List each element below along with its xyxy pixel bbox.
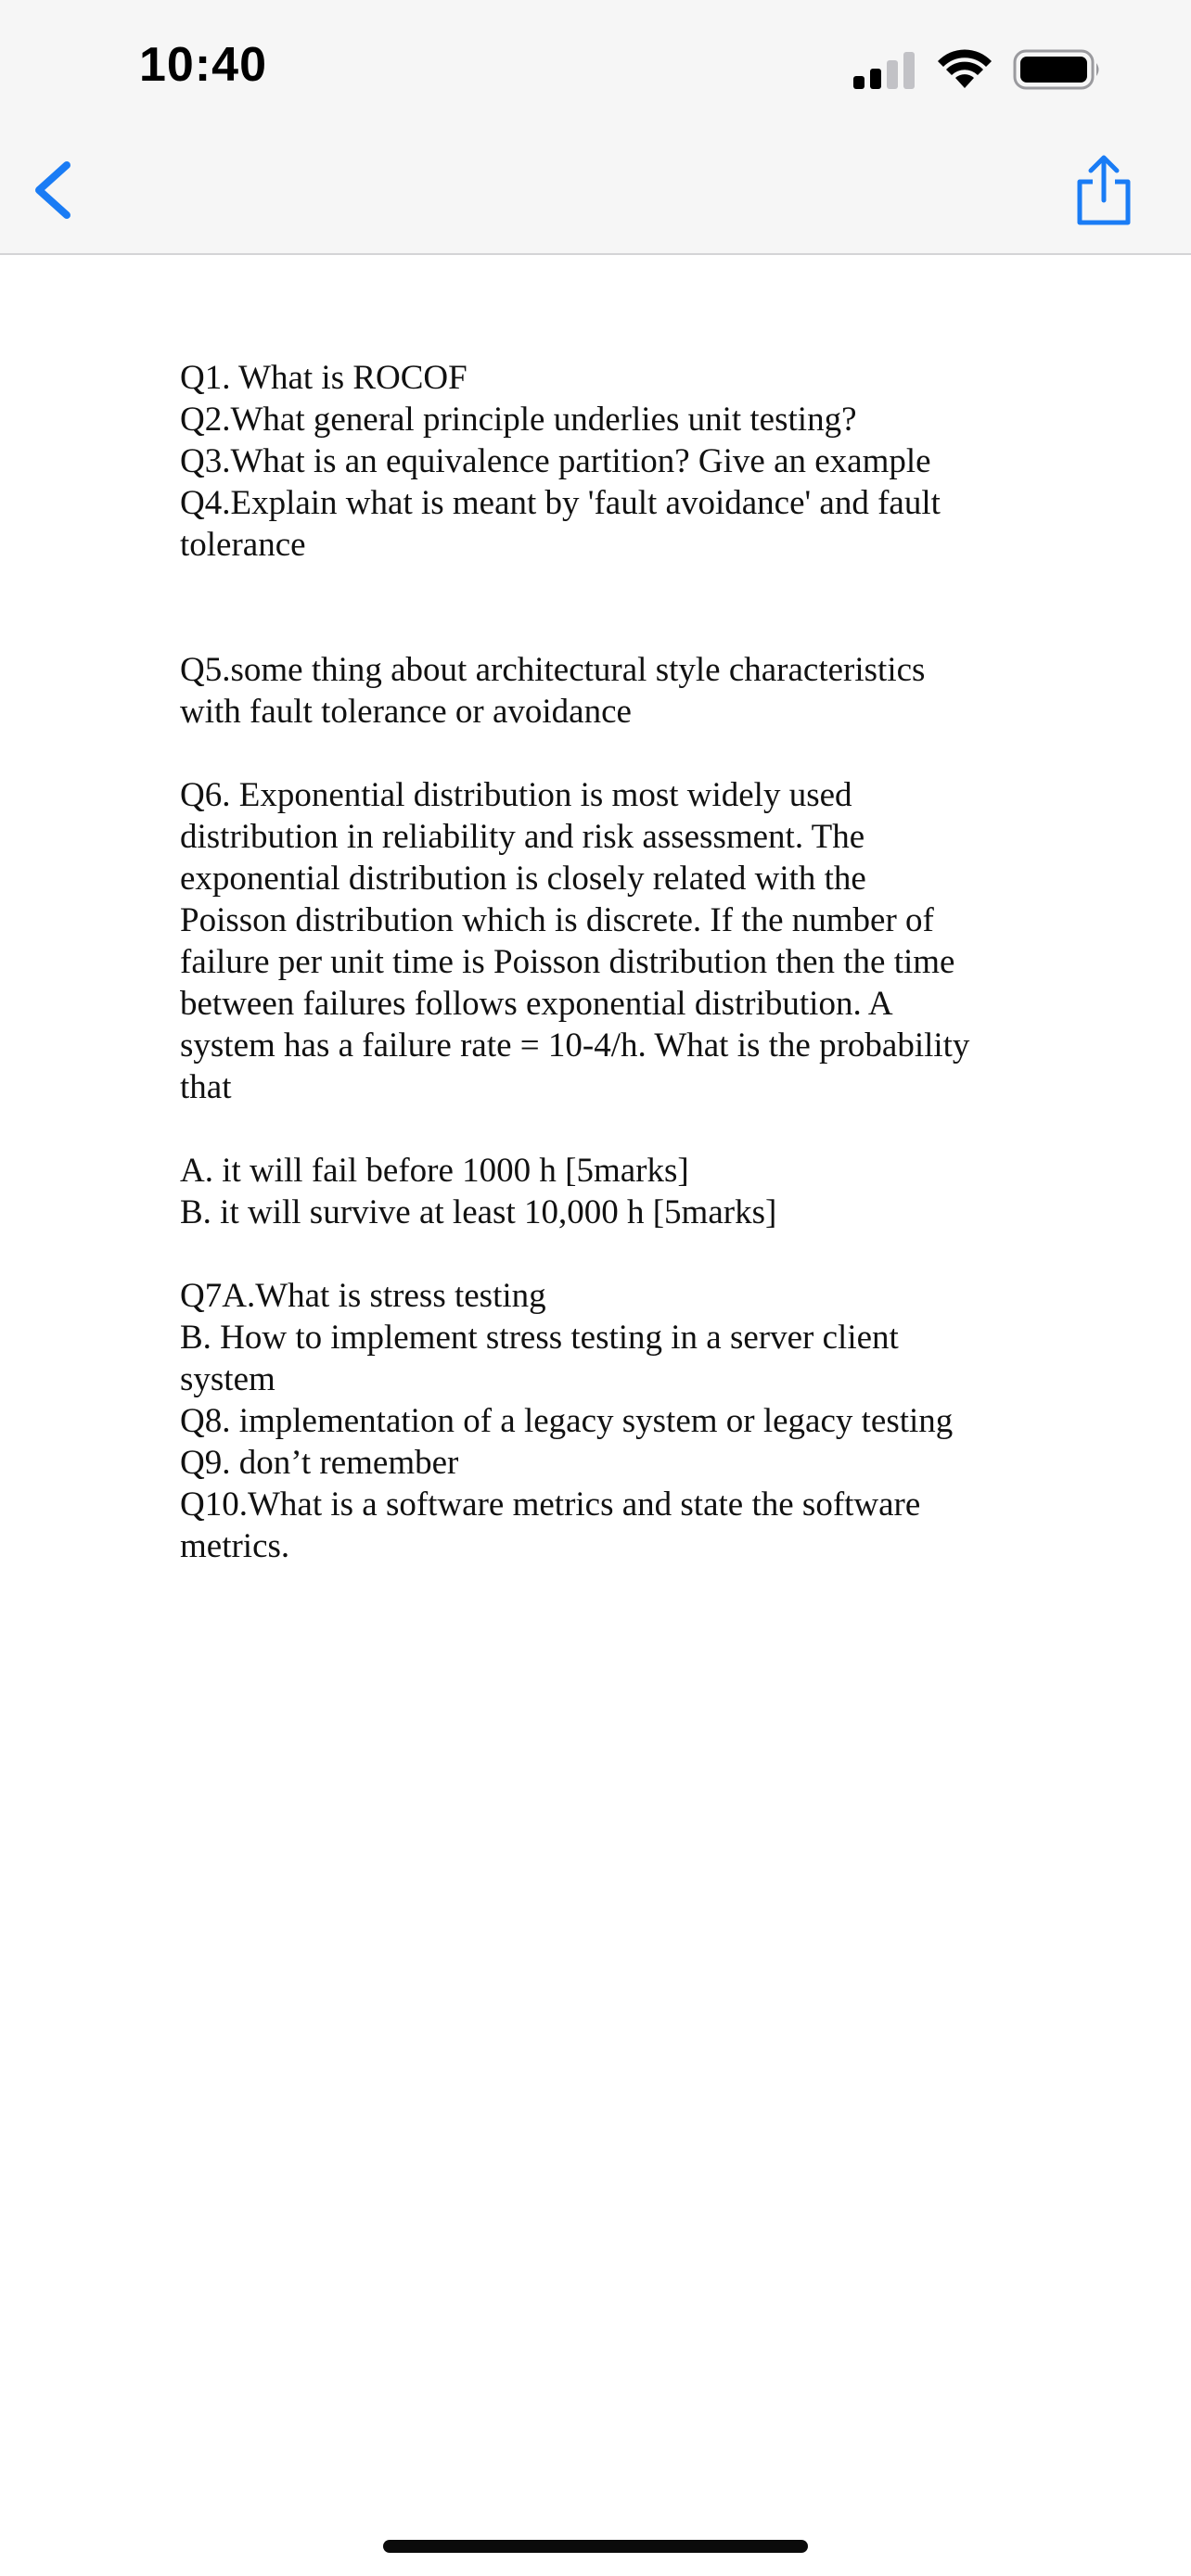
status-icons (852, 46, 1102, 93)
battery-icon (1013, 48, 1102, 91)
home-indicator[interactable] (383, 2540, 808, 2553)
questions-q1-q4: Q1. What is ROCOF Q2.What general principle underlies unit testing? Q3.What is an equivalence partition? Give an example Q4.Explain what is meant by 'fault avoidance' and fault tolerance (180, 359, 941, 564)
question-q6: Q6. Exponential distribution is most widely used distribution in reliability and risk assessment. The exponential distribution is closely related with the Poisson distribution which is discrete. If the number of failure per unit time is Poisson distribution then the time between failures follows exponential distribution. A system has a failure rate = 10-4/h. What is the probability that (180, 776, 970, 1106)
document-content (180, 357, 1043, 1567)
cellular-signal-icon (852, 50, 916, 89)
status-time: 10:40 (139, 38, 267, 92)
wifi-icon (937, 49, 992, 90)
back-chevron-icon[interactable] (30, 158, 76, 223)
share-icon[interactable] (1072, 154, 1135, 226)
question-q6-parts: A. it will fail before 1000 h [5marks] B. it will survive at least 10,000 h [5marks] (180, 1152, 777, 1231)
question-q5: Q5.some thing about architectural style characteristics with fault tolerance or avoidance (180, 651, 926, 731)
questions-q7-q10: Q7A.What is stress testing B. How to implement stress testing in a server client system Q8. implementation of a legacy system or legacy testing Q9. don’t remember Q10.What is a software metrics and state the software metrics. (180, 1277, 954, 1565)
top-bar (0, 0, 1191, 255)
